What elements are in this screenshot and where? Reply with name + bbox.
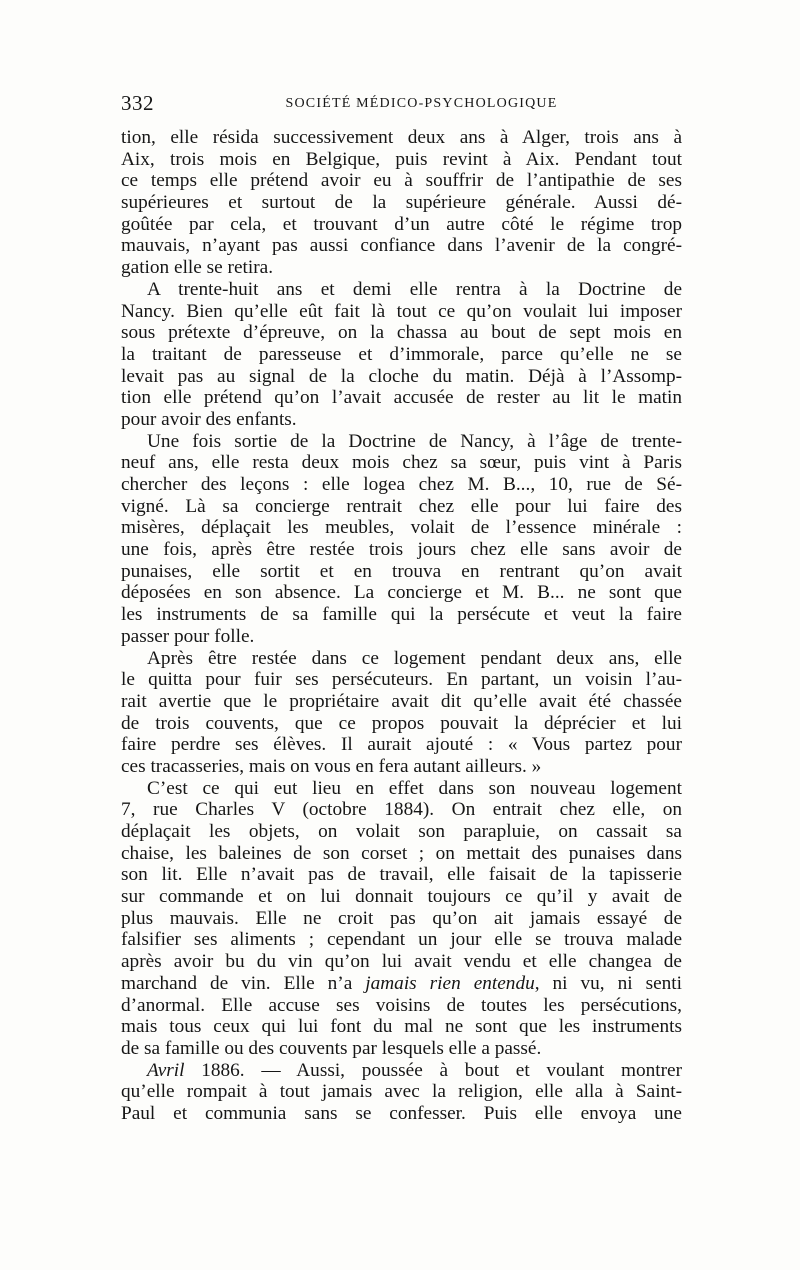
page-header (121, 90, 682, 116)
text-line: neuf ans, elle resta deux mois chez sa sœur, puis vint à Paris (121, 452, 682, 474)
text-line: Aix, trois mois en Belgique, puis revint à Aix. Pendant tout (121, 148, 682, 170)
text-line: d’anormal. Elle accuse ses voisins de toutes les persécutions, (121, 994, 682, 1016)
text-line: 7, rue Charles V (octobre 1884). On entrait chez elle, on (121, 799, 682, 821)
text-line: tion, elle résida successivement deux ans à Alger, trois ans à (121, 127, 682, 148)
text-line: les instruments de sa famille qui la persécute et veut la faire (121, 604, 682, 626)
text-line: une fois, après être restée trois jours chez elle sans avoir de (121, 539, 682, 561)
text-line: sous prétexte d’épreuve, on la chassa au bout de sept mois en (121, 322, 682, 344)
text-line: levait pas au signal de la cloche du matin. Déjà à l’Assomp- (121, 365, 682, 387)
text-line: Une fois sortie de la Doctrine de Nancy, à l’âge de trente- (147, 430, 682, 452)
text-line: la traitant de paresseuse et d’immorale, parce qu’elle ne se (121, 343, 682, 365)
text-line: gation elle se retira. (121, 257, 274, 279)
text-line: misères, déplaçait les meubles, volait de l’essence minérale : (121, 517, 682, 539)
text-line: de trois couvents, que ce propos pouvait la déprécier et lui (121, 712, 682, 734)
text-line: rait avertie que le propriétaire avait dit qu’elle avait été chassée (121, 690, 682, 712)
text-line: punaises, elle sortit et en trouva en rentrant qu’on avait (121, 560, 682, 582)
text-line: après avoir bu du vin qu’on lui avait vendu et elle changea de (121, 951, 682, 973)
text-line: C’est ce qui eut lieu en effet dans son nouveau logement (147, 777, 682, 799)
text-line: déplaçait les objets, on volait son parapluie, on cassait sa (121, 821, 682, 842)
text-line: supérieures et surtout de la supérieure générale. Aussi dé- (121, 192, 682, 214)
text-line: son lit. Elle n’avait pas de travail, elle faisait de la tapisserie (121, 864, 682, 886)
text-line: ce temps elle prétend avoir eu à souffrir de l’antipathie de ses (121, 170, 682, 192)
text-line: qu’elle rompait à tout jamais avec la religion, elle alla à Saint- (121, 1081, 682, 1103)
text-line: Avril 1886. — Aussi, poussée à bout et voulant montrer (147, 1059, 682, 1081)
text-line: Nancy. Bien qu’elle eût fait là tout ce qu’on voulait lui imposer (121, 300, 682, 322)
running-head: SOCIÉTÉ MÉDICO-PSYCHOLOGIQUE (285, 96, 558, 111)
text-line: ces tracasseries, mais on vous en fera autant ailleurs. » (121, 755, 542, 777)
text-line: chaise, les baleines de son corset ; on mettait des punaises dans (121, 842, 682, 864)
body-text (121, 127, 682, 1125)
text-line: falsifier ses aliments ; cependant un jour elle se trouva malade (121, 929, 682, 951)
text-line: tion elle prétend qu’on l’avait accusée de rester au lit le matin (121, 387, 682, 409)
text-line: déposées en son absence. La concierge et M. B... ne sont que (121, 582, 682, 604)
text-line: passer pour folle. (121, 625, 255, 647)
text-line: pour avoir des enfants. (121, 408, 297, 430)
text-line: Après être restée dans ce logement pendant deux ans, elle (147, 647, 682, 669)
text-line: marchand de vin. Elle n’a jamais rien entendu, ni vu, ni senti (121, 972, 682, 994)
text-line: plus mauvais. Elle ne croit pas qu’on ait jamais essayé de (121, 907, 682, 929)
text-line: chercher des leçons : elle logea chez M. B..., 10, rue de Sé- (121, 474, 682, 495)
text-line: de sa famille ou des couvents par lesquels elle a passé. (121, 1037, 542, 1059)
text-line: goûtée par cela, et trouvant d’un autre côté le régime trop (121, 213, 682, 235)
text-line: mais tous ceux qui lui font du mal ne sont que les instruments (121, 1016, 682, 1038)
text-line: sur commande et on lui donnait toujours ce qu’il y avait de (121, 886, 682, 908)
page-number: 332 (121, 91, 154, 115)
text-line: mauvais, n’ayant pas aussi confiance dans l’avenir de la congré- (121, 235, 682, 257)
text-line: le quitta pour fuir ses persécuteurs. En partant, un voisin l’au- (121, 669, 682, 691)
text-line: faire perdre ses élèves. Il aurait ajouté : « Vous partez pour (121, 734, 682, 756)
text-line: vigné. Là sa concierge rentrait chez elle pour lui faire des (121, 495, 682, 517)
text-line: A trente-huit ans et demi elle rentra à la Doctrine de (147, 278, 682, 300)
text-line: Paul et communia sans se confesser. Puis elle envoya une (121, 1102, 682, 1124)
